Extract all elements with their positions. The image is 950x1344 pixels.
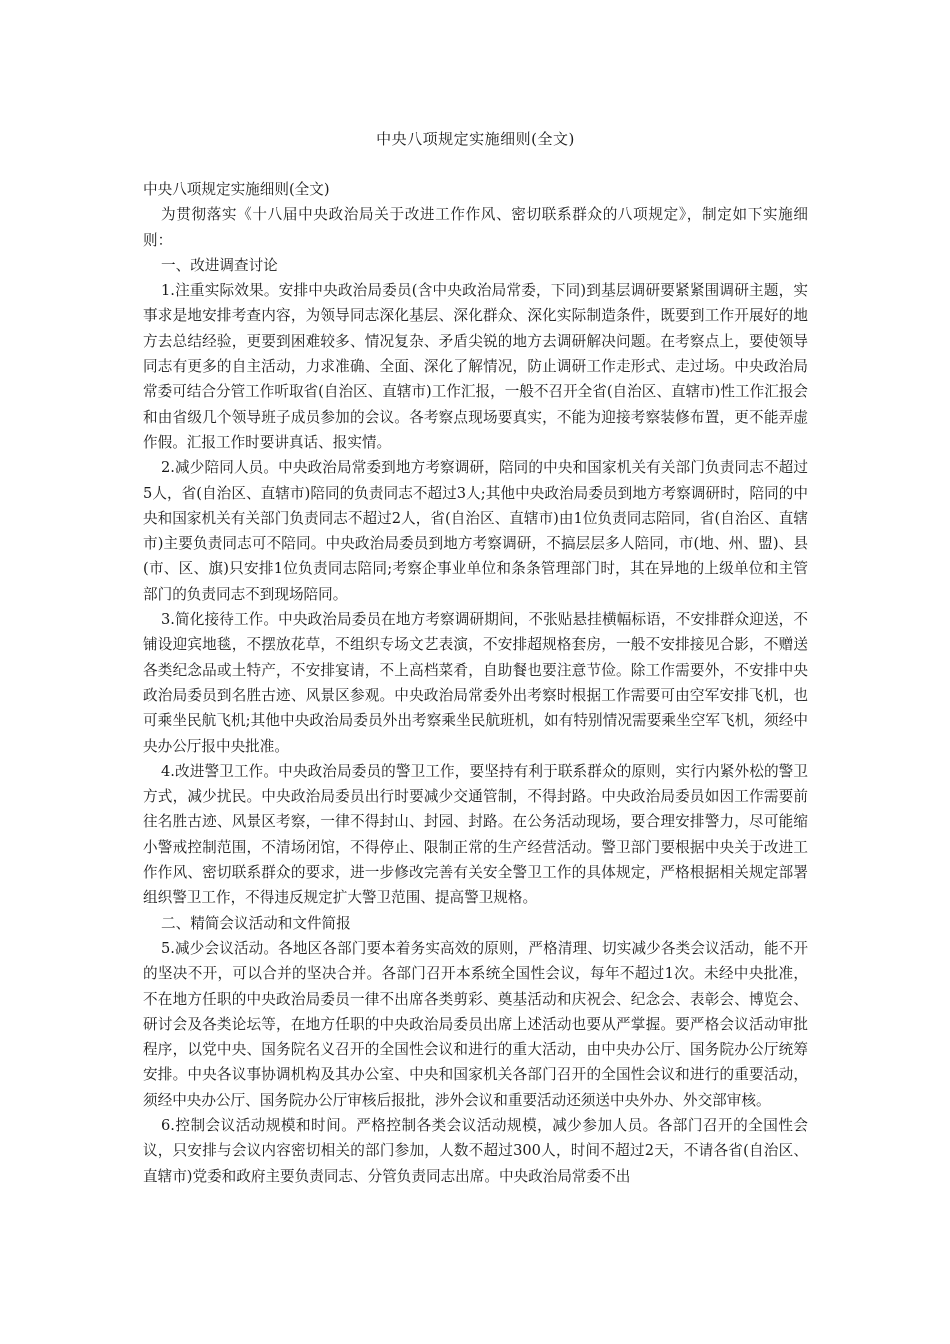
document-subtitle: 中央八项规定实施细则(全文) (143, 181, 330, 198)
paragraph-item-5: 5.减少会议活动。各地区各部门要本着务实高效的原则，严格清理、切实减少各类会议活动，能不开的坚决不开，可以合并的坚决合并。各部门召开本系统全国性会议，每年不超过1次。未经中央批准，不在地方任职的中央政治局委员一律不出席各类剪彩、奠基活动和庆祝会、纪念会、表彰会、博览会、研讨会及各类论坛等，在地方任职的中央政治局委员出席上述活动也要从严掌握。要严格会议活动审批程序，以党中央、国务院名义召开的全国性会议和进行的重大活动，由中央办公厅、国务院办公厅统筹安排。中央各议事协调机构及其办公室、中央和国家机关各部门召开的全国性会议和进行的重要活动，须经中央办公厅、国务院办公厅审核后报批，涉外会议和重要活动还须送中央外办、外交部审核。 (143, 939, 808, 1109)
section-heading-2: 二、精简会议活动和文件简报 (161, 914, 351, 932)
paragraph-item-6: 6.控制会议活动规模和时间。严格控制各类会议活动规模，减少参加人员。各部门召开的全国性会议，只安排与会议内容密切相关的部门参加，人数不超过300人，时间不超过2天，不请各省(自治区、直辖市)党委和政府主要负责同志、分管负责同志出席。中央政治局常委不出 (143, 1116, 808, 1185)
section-heading-1: 一、改进调查讨论 (161, 256, 278, 274)
paragraph-item-3: 3.简化接待工作。中央政治局委员在地方考察调研期间，不张贴悬挂横幅标语，不安排群众迎送，不铺设迎宾地毯，不摆放花草，不组织专场文艺表演，不安排超规格套房，一般不安排接见合影，不赠送各类纪念品或土特产，不安排宴请，不上高档菜肴，自助餐也要注意节俭。除工作需要外，不安排中央政治局委员到名胜古迹、风景区参观。中央政治局常委外出考察时根据工作需要可由空军安排飞机，也可乘坐民航飞机;其他中央政治局委员外出考察乘坐民航班机，如有特别情况需要乘坐空军飞机，须经中央办公厅报中央批准。 (143, 611, 808, 755)
document-body (143, 177, 808, 1189)
paragraph-item-1: 1.注重实际效果。安排中央政治局委员(含中央政治局常委，下同)到基层调研要紧紧围调研主题，实事求是地安排考查内容，为领导同志深化基层、深化群众、深化实际制造条件，既要到工作开展好的地方去总结经验，更要到困难较多、情况复杂、矛盾尖锐的地方去调研解决问题。在考察点上，要使领导同志有更多的自主活动，力求准确、全面、深化了解情况，防止调研工作走形式、走过场。中央政治局常委可结合分管工作听取省(自治区、直辖市)工作汇报，一般不召开全省(自治区、直辖市)性工作汇报会和由省级几个领导班子成员参加的会议。各考察点现场要真实，不能为迎接考察装修布置，更不能弄虚作假。汇报工作时要讲真话、报实情。 (143, 282, 808, 451)
paragraph-intro: 为贯彻落实《十八届中央政治局关于改进工作作风、密切联系群众的八项规定》，制定如下实施细则： (143, 206, 808, 249)
paragraph-item-4: 4.改进警卫工作。中央政治局委员的警卫工作，要坚持有利于联系群众的原则，实行内紧外松的警卫方式，减少扰民。中央政治局委员出行时要减少交通管制，不得封路。中央政治局委员如因工作需要前往名胜古迹、风景区考察，一律不得封山、封园、封路。在公务活动现场，要合理安排警力，尽可能缩小警戒控制范围，不清场闭馆，不得停止、限制正常的生产经营活动。警卫部门要根据中央关于改进工作作风、密切联系群众的要求，进一步修改完善有关安全警卫工作的具体规定，严格根据相关规定部署组织警卫工作，不得违反规定扩大警卫范围、提高警卫规格。 (143, 762, 808, 907)
paragraph-item-2: 2.减少陪同人员。中央政治局常委到地方考察调研，陪同的中央和国家机关有关部门负责同志不超过5人，省(自治区、直辖市)陪同的负责同志不超过3人;其他中央政治局委员到地方考察调研时，陪同的中央和国家机关有关部门负责同志不超过2人，省(自治区、直辖市)由1位负责同志陪同，省(自治区、直辖市)主要负责同志可不陪同。中央政治局委员到地方考察调研，不搞层层多人陪同，市(地、州、盟)、县(市、区、旗)只安排1位负责同志陪同;考察企事业单位和条条管理部门时，其在异地的上级单位和主管部门的负责同志不到现场陪同。 (143, 459, 808, 603)
document-title: 中央八项规定实施细则(全文) (376, 130, 575, 148)
